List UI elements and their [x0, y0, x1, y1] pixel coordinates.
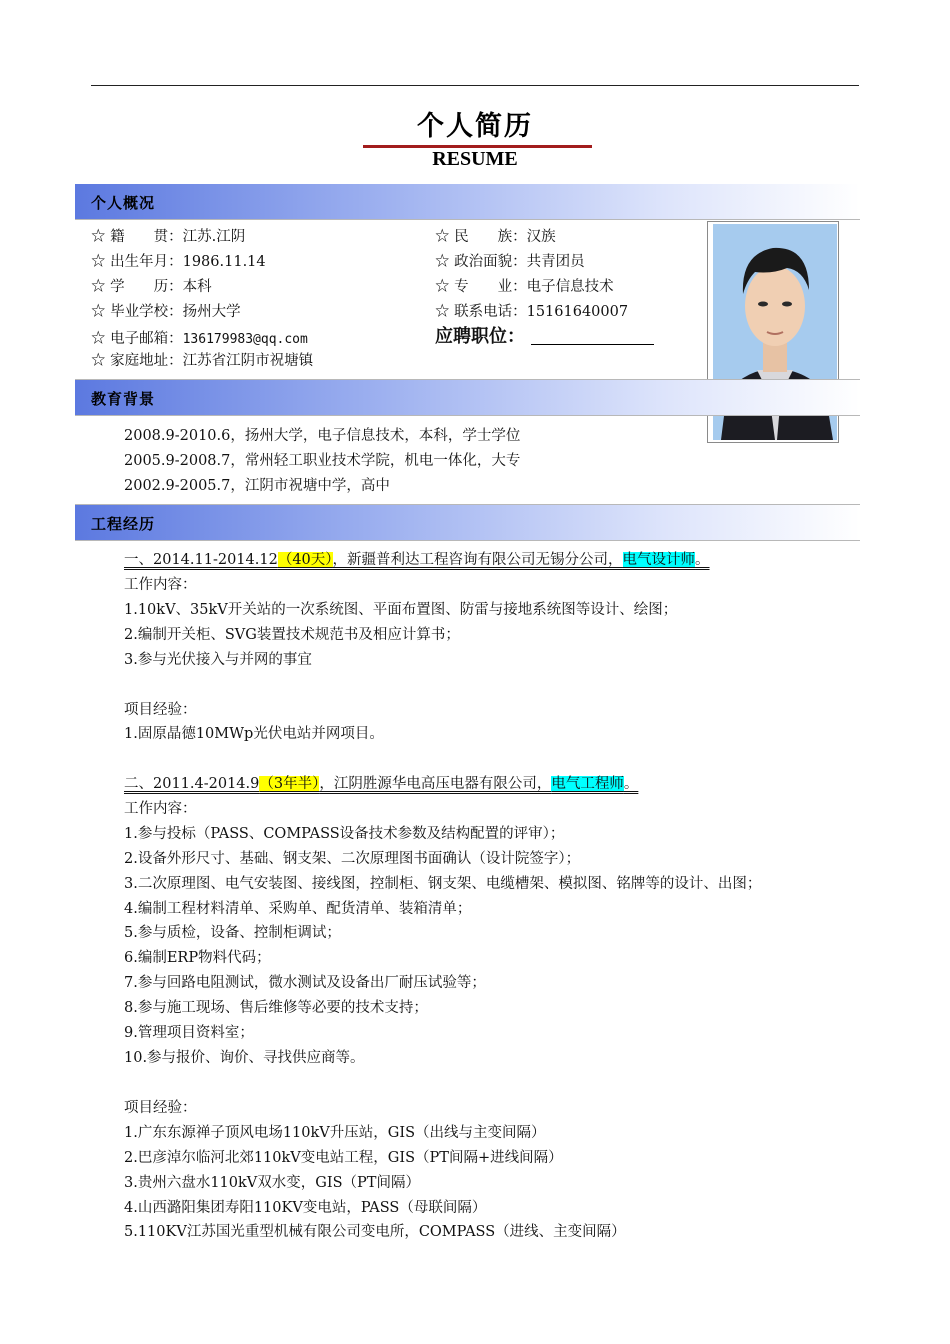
top-rule: [91, 85, 859, 86]
info-phone: [435, 300, 628, 321]
apply-position-blank: [531, 344, 654, 345]
info-value: 电子信息技术: [526, 279, 614, 295]
duty-item: 3.二次原理图、电气安装图、接线图，控制柜、钢支架、电缆槽架、模拟图、铭牌等的设计、出图；: [124, 876, 762, 892]
job-company: ，江阴胜源华电高压电器有限公司，: [319, 776, 552, 792]
duty-item: 2.设备外形尺寸、基础、钢支架、二次原理图书面确认（设计院签字）；: [124, 851, 581, 867]
work-content-label: 工作内容：: [124, 577, 197, 593]
section-divider: [75, 219, 860, 220]
education-item: 2008.9-2010.6，扬州大学，电子信息技术，本科，学士学位: [124, 428, 521, 444]
info-label: ☆ 民 族：: [435, 229, 527, 245]
duty-item: 7.参与回路电阻测试，微水测试及设备出厂耐压试验等；: [124, 975, 486, 991]
info-label: ☆ 出生年月：: [91, 254, 183, 270]
apply-position-label: 应聘职位：: [435, 326, 525, 347]
work-content-label: 工作内容：: [124, 801, 197, 817]
info-label: ☆ 家庭地址：: [91, 353, 183, 369]
project-item: 2.巴彦淖尔临河北郊110kV变电站工程，GIS（PT间隔+进线间隔）: [124, 1150, 563, 1166]
duty-item: 5.参与质检，设备、控制柜调试；: [124, 925, 341, 941]
info-label: ☆ 毕业学校：: [91, 304, 183, 320]
info-school: [91, 300, 241, 321]
info-value: 江苏.江阴: [182, 229, 246, 245]
info-label: ☆ 电子邮箱：: [91, 331, 183, 347]
project-item: 3.贵州六盘水110kV双水变，GIS（PT间隔）: [124, 1175, 420, 1191]
project-item: 5.110KV江苏国光重型机械有限公司变电所，COMPASS（进线、主变间隔）: [124, 1224, 626, 1240]
job-role: 电气设计师: [622, 552, 696, 568]
duty-item: 6.编制ERP物料代码；: [124, 950, 271, 966]
project-item: 4.山西潞阳集团寿阳110KV变电站，PASS（母联间隔）: [124, 1200, 487, 1216]
info-label: ☆ 籍 贯：: [91, 229, 183, 245]
job-duration: （40天）: [277, 552, 333, 568]
info-label: ☆ 政治面貌：: [435, 254, 527, 270]
info-value: 共青团员: [526, 254, 585, 270]
project-experience-label: 项目经验：: [124, 702, 197, 718]
apply-position: [435, 322, 654, 348]
info-label: ☆ 学 历：: [91, 279, 183, 295]
duty-item: 9.管理项目资料室；: [124, 1025, 254, 1041]
info-value: 江苏省江阴市祝塘镇: [182, 353, 314, 369]
job-company: ，新疆普利达工程咨询有限公司无锡分公司，: [332, 552, 623, 568]
info-ethnicity: [435, 225, 556, 246]
duty-item: 8.参与施工现场、售后维修等必要的技术支持；: [124, 1000, 428, 1016]
job-title-2: [124, 772, 638, 793]
info-native-place: [91, 225, 245, 246]
duty-item: 1.参与投标（PASS、COMPASS设备技术参数及结构配置的评审）；: [124, 826, 565, 842]
info-label: ☆ 联系电话：: [435, 304, 527, 320]
section-bar-experience: [75, 505, 860, 540]
job-title-end: 。: [623, 776, 639, 792]
info-address: [91, 349, 313, 370]
job-title-1: [124, 548, 710, 569]
job-role: 电气工程师: [551, 776, 624, 792]
section-title-overview: 个人概况: [91, 194, 156, 212]
job-period: 一、2014.11-2014.12: [124, 552, 278, 568]
section-bar-education: [75, 380, 860, 415]
project-item: 1.固原晶德10MWp光伏电站并网项目。: [124, 726, 384, 742]
project-experience-label: 项目经验：: [124, 1100, 197, 1116]
info-education-level: [91, 275, 212, 296]
info-value: 136179983@qq.com: [182, 332, 308, 347]
info-birth-date: [91, 250, 266, 271]
info-email: [91, 327, 308, 348]
project-item: 1.广东东源禅子顶风电场110kV升压站，GIS（出线与主变间隔）: [124, 1125, 546, 1141]
page-title: 个人简历: [417, 111, 533, 142]
duty-item: 10.参与报价、询价、寻找供应商等。: [124, 1050, 365, 1066]
duty-item: 3.参与光伏接入与并网的事宜: [124, 652, 312, 668]
section-title-experience: 工程经历: [91, 515, 156, 533]
section-divider: [75, 540, 860, 541]
info-value: 1986.11.14: [182, 254, 266, 270]
page-subtitle: RESUME: [432, 148, 518, 170]
info-value: 扬州大学: [182, 304, 241, 320]
info-value: 本科: [182, 279, 212, 295]
duty-item: 2.编制开关柜、SVG装置技术规范书及相应计算书；: [124, 627, 460, 643]
job-title-end: 。: [695, 552, 710, 568]
info-label: ☆ 专 业：: [435, 279, 527, 295]
info-major: [435, 275, 614, 296]
info-value: 汉族: [526, 229, 556, 245]
education-item: 2005.9-2008.7，常州轻工职业技术学院，机电一体化，大专: [124, 453, 521, 469]
job-period: 二、2011.4-2014.9: [124, 776, 260, 792]
info-political-status: [435, 250, 585, 271]
education-item: 2002.9-2005.7，江阴市祝塘中学，高中: [124, 478, 390, 494]
section-bar-overview: [75, 184, 860, 219]
duty-item: 4.编制工程材料清单、采购单、配货清单、装箱清单；: [124, 901, 472, 917]
section-title-education: 教育背景: [91, 390, 156, 408]
job-duration: （3年半）: [259, 776, 320, 792]
section-divider: [75, 415, 860, 416]
info-value: 15161640007: [526, 304, 629, 320]
duty-item: 1.10kV、35kV开关站的一次系统图、平面布置图、防雷与接地系统图等设计、绘图；: [124, 602, 678, 618]
